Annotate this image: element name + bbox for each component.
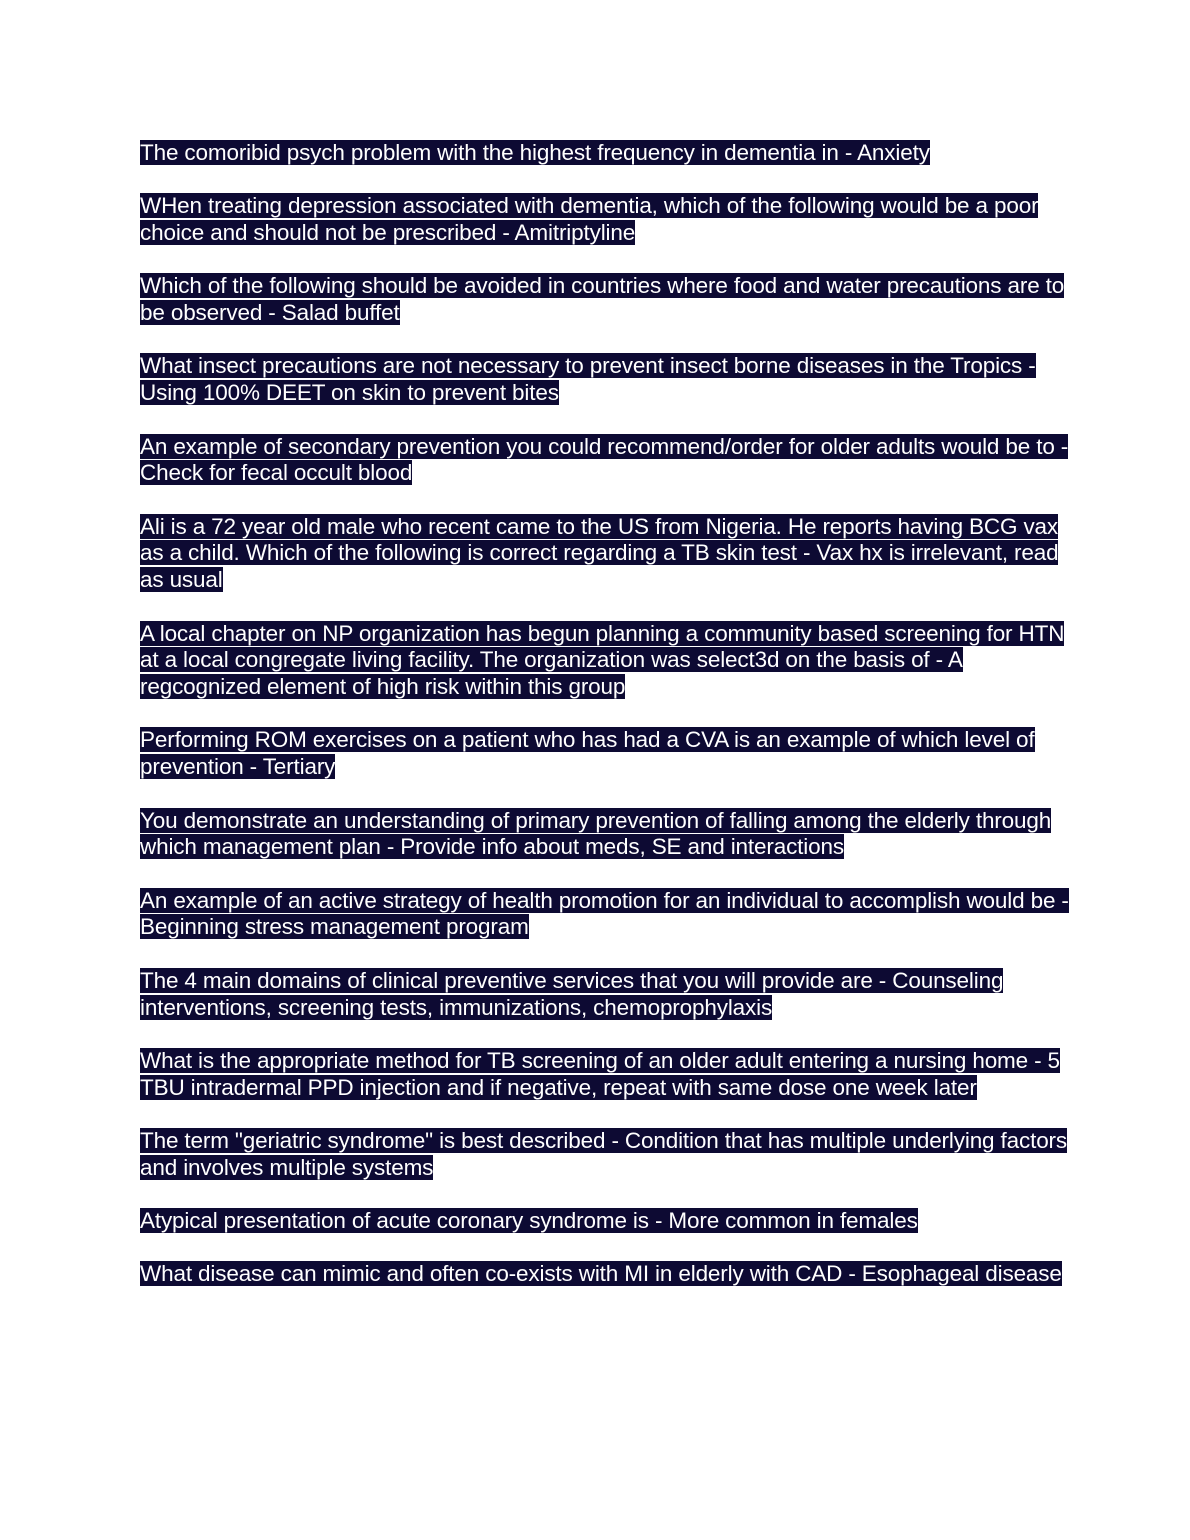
- qa-item-5: [140, 434, 1070, 488]
- highlighted-text: The term "geriatric syndrome" is best described - Condition that has multiple underlying factors and involves multiple systems: [140, 1127, 1067, 1180]
- highlighted-text: Ali is a 72 year old male who recent came to the US from Nigeria. He reports having BCG vax as a child. Which of the following is correct regarding a TB skin test - Vax hx is irrelevant, read as usual: [140, 513, 1059, 593]
- qa-item-9: [140, 808, 1070, 862]
- qa-item-6: [140, 514, 1070, 594]
- qa-item-2: [140, 193, 1070, 247]
- highlighted-text: You demonstrate an understanding of primary prevention of falling among the elderly through which management plan - Provide info about meds, SE and interactions: [140, 807, 1052, 860]
- highlighted-text: The comoribid psych problem with the highest frequency in dementia in - Anxiety: [140, 140, 930, 165]
- highlighted-text: What is the appropriate method for TB screening of an older adult entering a nursing home - 5 TBU intradermal PPD injection and if negative, repeat with same dose one week later: [140, 1047, 1060, 1100]
- qa-item-11: [140, 968, 1070, 1022]
- highlighted-text: What disease can mimic and often co-exists with MI in elderly with CAD - Esophageal disease: [140, 1261, 1062, 1287]
- qa-item-3: [140, 273, 1070, 327]
- highlighted-text: WHen treating depression associated with dementia, which of the following would be a poor choice and should not be prescribed - Amitriptyline: [140, 193, 1039, 246]
- document-page: [140, 140, 1070, 1315]
- highlighted-text: An example of secondary prevention you could recommend/order for older adults would be to - Check for fecal occult blood: [140, 433, 1069, 486]
- qa-item-4: [140, 353, 1070, 407]
- qa-item-14: [140, 1208, 1070, 1235]
- qa-item-8: [140, 727, 1070, 781]
- qa-item-10: [140, 888, 1070, 942]
- qa-item-12: [140, 1048, 1070, 1102]
- highlighted-text: What insect precautions are not necessary to prevent insect borne diseases in the Tropics - Using 100% DEET on skin to prevent bites: [140, 353, 1036, 406]
- highlighted-text: Atypical presentation of acute coronary syndrome is - More common in females: [140, 1208, 918, 1234]
- qa-item-15: [140, 1261, 1070, 1288]
- qa-item-7: [140, 621, 1070, 701]
- highlighted-text: The 4 main domains of clinical preventive services that you will provide are - Counseling interventions, screening tests, immunizations, chemoprophylaxis: [140, 967, 1004, 1020]
- highlighted-text: A local chapter on NP organization has begun planning a community based screening for HTN at a local congregate living facility. The organization was select3d on the basis of - A regcognized element of high risk within this group: [140, 620, 1065, 700]
- qa-item-1: [140, 140, 1070, 167]
- qa-item-13: [140, 1128, 1070, 1182]
- highlighted-text: An example of an active strategy of health promotion for an individual to accomplish would be - Beginning stress management program: [140, 887, 1069, 940]
- highlighted-text: Performing ROM exercises on a patient who has had a CVA is an example of which level of prevention - Tertiary: [140, 727, 1035, 780]
- highlighted-text: Which of the following should be avoided in countries where food and water precautions are to be observed - Salad buffet: [140, 273, 1065, 326]
